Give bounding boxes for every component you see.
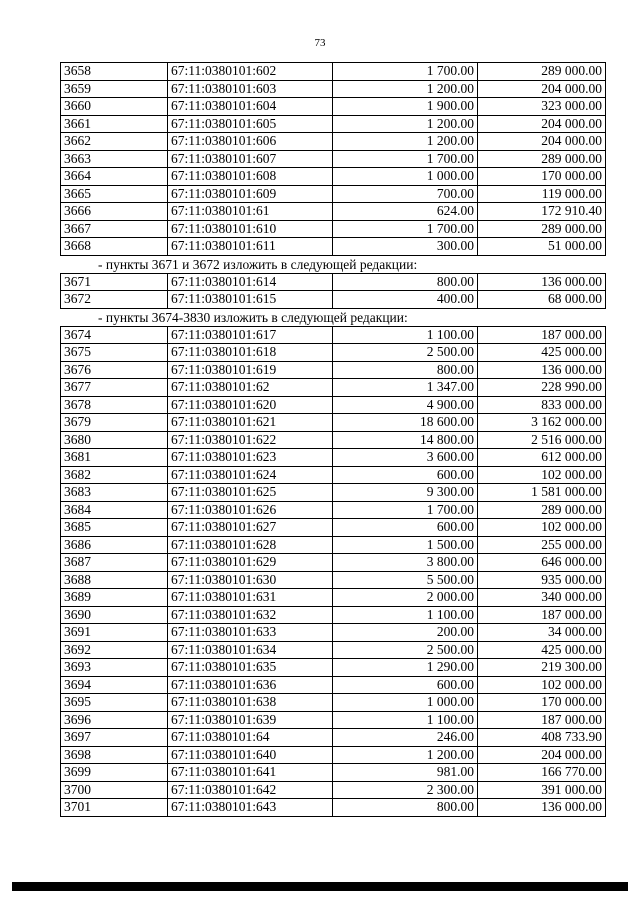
- area-cell: 1 700.00: [333, 501, 478, 519]
- cadastral-number-cell: 67:11:0380101:609: [168, 185, 333, 203]
- area-cell: 1 100.00: [333, 711, 478, 729]
- value-cell: 425 000.00: [478, 641, 606, 659]
- cadastral-number-cell: 67:11:0380101:64: [168, 729, 333, 747]
- area-cell: 600.00: [333, 519, 478, 537]
- table-row: [61, 764, 606, 782]
- table-row: [61, 449, 606, 467]
- value-cell: 219 300.00: [478, 659, 606, 677]
- table-row: [61, 115, 606, 133]
- table-row: [61, 379, 606, 397]
- table-row: [61, 606, 606, 624]
- cadastral-number-cell: 67:11:0380101:611: [168, 238, 333, 256]
- area-cell: 1 290.00: [333, 659, 478, 677]
- table-row: [61, 571, 606, 589]
- area-cell: 1 200.00: [333, 746, 478, 764]
- area-cell: 1 200.00: [333, 80, 478, 98]
- value-cell: 170 000.00: [478, 168, 606, 186]
- table-row: [61, 185, 606, 203]
- table-row: [61, 344, 606, 362]
- cadastral-number-cell: 67:11:0380101:61: [168, 203, 333, 221]
- cadastral-number-cell: 67:11:0380101:614: [168, 273, 333, 291]
- area-cell: 5 500.00: [333, 571, 478, 589]
- item-number-cell: 3677: [61, 379, 168, 397]
- area-cell: 14 800.00: [333, 431, 478, 449]
- cadastral-number-cell: 67:11:0380101:625: [168, 484, 333, 502]
- area-cell: 1 000.00: [333, 168, 478, 186]
- item-number-cell: 3682: [61, 466, 168, 484]
- amendment-caption-3674-3830: - пункты 3674-3830 изложить в следующей редакции:: [98, 309, 408, 325]
- cadastral-number-cell: 67:11:0380101:626: [168, 501, 333, 519]
- cadastral-number-cell: 67:11:0380101:610: [168, 220, 333, 238]
- table-row: [61, 711, 606, 729]
- cadastral-number-cell: 67:11:0380101:636: [168, 676, 333, 694]
- value-cell: 204 000.00: [478, 115, 606, 133]
- cadastral-number-cell: 67:11:0380101:602: [168, 63, 333, 81]
- value-cell: 646 000.00: [478, 554, 606, 572]
- item-number-cell: 3691: [61, 624, 168, 642]
- area-cell: 1 200.00: [333, 133, 478, 151]
- value-cell: 289 000.00: [478, 63, 606, 81]
- table-row: [61, 589, 606, 607]
- value-cell: 3 162 000.00: [478, 414, 606, 432]
- value-cell: 2 516 000.00: [478, 431, 606, 449]
- value-cell: 187 000.00: [478, 606, 606, 624]
- table-row: [61, 220, 606, 238]
- item-number-cell: 3683: [61, 484, 168, 502]
- item-number-cell: 3660: [61, 98, 168, 116]
- value-cell: 391 000.00: [478, 781, 606, 799]
- area-cell: 1 700.00: [333, 220, 478, 238]
- cadastral-number-cell: 67:11:0380101:635: [168, 659, 333, 677]
- cadastral-number-cell: 67:11:0380101:62: [168, 379, 333, 397]
- table-row: [61, 273, 606, 291]
- area-cell: 300.00: [333, 238, 478, 256]
- item-number-cell: 3672: [61, 291, 168, 309]
- item-number-cell: 3687: [61, 554, 168, 572]
- table-row: [61, 484, 606, 502]
- document-body: [60, 62, 605, 817]
- table-row: [61, 291, 606, 309]
- cadastral-number-cell: 67:11:0380101:608: [168, 168, 333, 186]
- value-cell: 136 000.00: [478, 361, 606, 379]
- cadastral-number-cell: 67:11:0380101:603: [168, 80, 333, 98]
- item-number-cell: 3662: [61, 133, 168, 151]
- area-cell: 400.00: [333, 291, 478, 309]
- cadastral-number-cell: 67:11:0380101:605: [168, 115, 333, 133]
- area-cell: 2 000.00: [333, 589, 478, 607]
- area-cell: 600.00: [333, 676, 478, 694]
- area-cell: 800.00: [333, 799, 478, 817]
- item-number-cell: 3700: [61, 781, 168, 799]
- value-cell: 833 000.00: [478, 396, 606, 414]
- item-number-cell: 3696: [61, 711, 168, 729]
- value-cell: 170 000.00: [478, 694, 606, 712]
- value-cell: 408 733.90: [478, 729, 606, 747]
- table-row: [61, 676, 606, 694]
- item-number-cell: 3674: [61, 326, 168, 344]
- area-cell: 246.00: [333, 729, 478, 747]
- area-cell: 624.00: [333, 203, 478, 221]
- cadastral-number-cell: 67:11:0380101:620: [168, 396, 333, 414]
- cadastral-number-cell: 67:11:0380101:632: [168, 606, 333, 624]
- cadastral-number-cell: 67:11:0380101:631: [168, 589, 333, 607]
- item-number-cell: 3699: [61, 764, 168, 782]
- cadastral-number-cell: 67:11:0380101:623: [168, 449, 333, 467]
- value-cell: 172 910.40: [478, 203, 606, 221]
- item-number-cell: 3689: [61, 589, 168, 607]
- cadastral-number-cell: 67:11:0380101:624: [168, 466, 333, 484]
- cadastral-number-cell: 67:11:0380101:619: [168, 361, 333, 379]
- cadastral-number-cell: 67:11:0380101:633: [168, 624, 333, 642]
- area-cell: 800.00: [333, 273, 478, 291]
- table-row: [61, 150, 606, 168]
- item-number-cell: 3678: [61, 396, 168, 414]
- amendment-caption-3671-3672: - пункты 3671 и 3672 изложить в следующей редакции:: [98, 256, 418, 272]
- table-row: [61, 133, 606, 151]
- value-cell: 136 000.00: [478, 273, 606, 291]
- item-number-cell: 3663: [61, 150, 168, 168]
- item-number-cell: 3681: [61, 449, 168, 467]
- area-cell: 2 500.00: [333, 344, 478, 362]
- table-row: [61, 624, 606, 642]
- value-cell: 166 770.00: [478, 764, 606, 782]
- value-cell: 34 000.00: [478, 624, 606, 642]
- value-cell: 1 581 000.00: [478, 484, 606, 502]
- area-cell: 1 500.00: [333, 536, 478, 554]
- land-plot-table-b: [60, 273, 606, 309]
- value-cell: 289 000.00: [478, 501, 606, 519]
- table-row: [61, 501, 606, 519]
- cadastral-number-cell: 67:11:0380101:622: [168, 431, 333, 449]
- item-number-cell: 3685: [61, 519, 168, 537]
- item-number-cell: 3676: [61, 361, 168, 379]
- value-cell: 187 000.00: [478, 711, 606, 729]
- table-row: [61, 466, 606, 484]
- item-number-cell: 3679: [61, 414, 168, 432]
- area-cell: 1 200.00: [333, 115, 478, 133]
- item-number-cell: 3665: [61, 185, 168, 203]
- value-cell: 204 000.00: [478, 746, 606, 764]
- table-row: [61, 519, 606, 537]
- item-number-cell: 3695: [61, 694, 168, 712]
- page-number: 73: [314, 37, 326, 49]
- item-number-cell: 3675: [61, 344, 168, 362]
- area-cell: 3 800.00: [333, 554, 478, 572]
- cadastral-number-cell: 67:11:0380101:617: [168, 326, 333, 344]
- item-number-cell: 3666: [61, 203, 168, 221]
- area-cell: 2 500.00: [333, 641, 478, 659]
- value-cell: 289 000.00: [478, 150, 606, 168]
- cadastral-number-cell: 67:11:0380101:640: [168, 746, 333, 764]
- land-plot-table-c: [60, 326, 606, 817]
- value-cell: 935 000.00: [478, 571, 606, 589]
- item-number-cell: 3658: [61, 63, 168, 81]
- cadastral-number-cell: 67:11:0380101:634: [168, 641, 333, 659]
- area-cell: 200.00: [333, 624, 478, 642]
- area-cell: 1 100.00: [333, 606, 478, 624]
- area-cell: 9 300.00: [333, 484, 478, 502]
- area-cell: 981.00: [333, 764, 478, 782]
- table-row: [61, 80, 606, 98]
- item-number-cell: 3698: [61, 746, 168, 764]
- item-number-cell: 3680: [61, 431, 168, 449]
- area-cell: 4 900.00: [333, 396, 478, 414]
- area-cell: 1 100.00: [333, 326, 478, 344]
- table-row: [61, 203, 606, 221]
- value-cell: 612 000.00: [478, 449, 606, 467]
- cadastral-number-cell: 67:11:0380101:606: [168, 133, 333, 151]
- item-number-cell: 3667: [61, 220, 168, 238]
- value-cell: 323 000.00: [478, 98, 606, 116]
- table-row: [61, 361, 606, 379]
- area-cell: 3 600.00: [333, 449, 478, 467]
- table-row: [61, 326, 606, 344]
- cadastral-number-cell: 67:11:0380101:639: [168, 711, 333, 729]
- cadastral-number-cell: 67:11:0380101:607: [168, 150, 333, 168]
- table-row: [61, 63, 606, 81]
- value-cell: 255 000.00: [478, 536, 606, 554]
- item-number-cell: 3659: [61, 80, 168, 98]
- item-number-cell: 3692: [61, 641, 168, 659]
- area-cell: 700.00: [333, 185, 478, 203]
- table-row: [61, 414, 606, 432]
- area-cell: 1 347.00: [333, 379, 478, 397]
- table-row: [61, 641, 606, 659]
- table-row: [61, 431, 606, 449]
- value-cell: 136 000.00: [478, 799, 606, 817]
- item-number-cell: 3661: [61, 115, 168, 133]
- area-cell: 1 900.00: [333, 98, 478, 116]
- value-cell: 228 990.00: [478, 379, 606, 397]
- value-cell: 68 000.00: [478, 291, 606, 309]
- table-row: [61, 536, 606, 554]
- table-row: [61, 168, 606, 186]
- item-number-cell: 3690: [61, 606, 168, 624]
- item-number-cell: 3697: [61, 729, 168, 747]
- table-row: [61, 729, 606, 747]
- table-row: [61, 238, 606, 256]
- item-number-cell: 3664: [61, 168, 168, 186]
- cadastral-number-cell: 67:11:0380101:628: [168, 536, 333, 554]
- area-cell: 2 300.00: [333, 781, 478, 799]
- area-cell: 800.00: [333, 361, 478, 379]
- area-cell: 1 700.00: [333, 150, 478, 168]
- cadastral-number-cell: 67:11:0380101:638: [168, 694, 333, 712]
- value-cell: 102 000.00: [478, 466, 606, 484]
- area-cell: 18 600.00: [333, 414, 478, 432]
- table-row: [61, 781, 606, 799]
- table-row: [61, 659, 606, 677]
- item-number-cell: 3688: [61, 571, 168, 589]
- cadastral-number-cell: 67:11:0380101:643: [168, 799, 333, 817]
- table-row: [61, 694, 606, 712]
- item-number-cell: 3671: [61, 273, 168, 291]
- area-cell: 600.00: [333, 466, 478, 484]
- table-row: [61, 746, 606, 764]
- item-number-cell: 3668: [61, 238, 168, 256]
- cadastral-number-cell: 67:11:0380101:630: [168, 571, 333, 589]
- value-cell: 204 000.00: [478, 133, 606, 151]
- value-cell: 119 000.00: [478, 185, 606, 203]
- area-cell: 1 700.00: [333, 63, 478, 81]
- cadastral-number-cell: 67:11:0380101:618: [168, 344, 333, 362]
- value-cell: 289 000.00: [478, 220, 606, 238]
- cadastral-number-cell: 67:11:0380101:642: [168, 781, 333, 799]
- item-number-cell: 3694: [61, 676, 168, 694]
- land-plot-table-a: [60, 62, 606, 256]
- table-row: [61, 98, 606, 116]
- table-row: [61, 396, 606, 414]
- cadastral-number-cell: 67:11:0380101:621: [168, 414, 333, 432]
- value-cell: 51 000.00: [478, 238, 606, 256]
- area-cell: 1 000.00: [333, 694, 478, 712]
- cadastral-number-cell: 67:11:0380101:627: [168, 519, 333, 537]
- value-cell: 204 000.00: [478, 80, 606, 98]
- scan-bottom-edge: [12, 882, 628, 891]
- value-cell: 102 000.00: [478, 519, 606, 537]
- cadastral-number-cell: 67:11:0380101:604: [168, 98, 333, 116]
- value-cell: 425 000.00: [478, 344, 606, 362]
- item-number-cell: 3686: [61, 536, 168, 554]
- cadastral-number-cell: 67:11:0380101:641: [168, 764, 333, 782]
- item-number-cell: 3701: [61, 799, 168, 817]
- table-row: [61, 554, 606, 572]
- value-cell: 340 000.00: [478, 589, 606, 607]
- table-row: [61, 799, 606, 817]
- value-cell: 102 000.00: [478, 676, 606, 694]
- cadastral-number-cell: 67:11:0380101:629: [168, 554, 333, 572]
- cadastral-number-cell: 67:11:0380101:615: [168, 291, 333, 309]
- value-cell: 187 000.00: [478, 326, 606, 344]
- item-number-cell: 3693: [61, 659, 168, 677]
- item-number-cell: 3684: [61, 501, 168, 519]
